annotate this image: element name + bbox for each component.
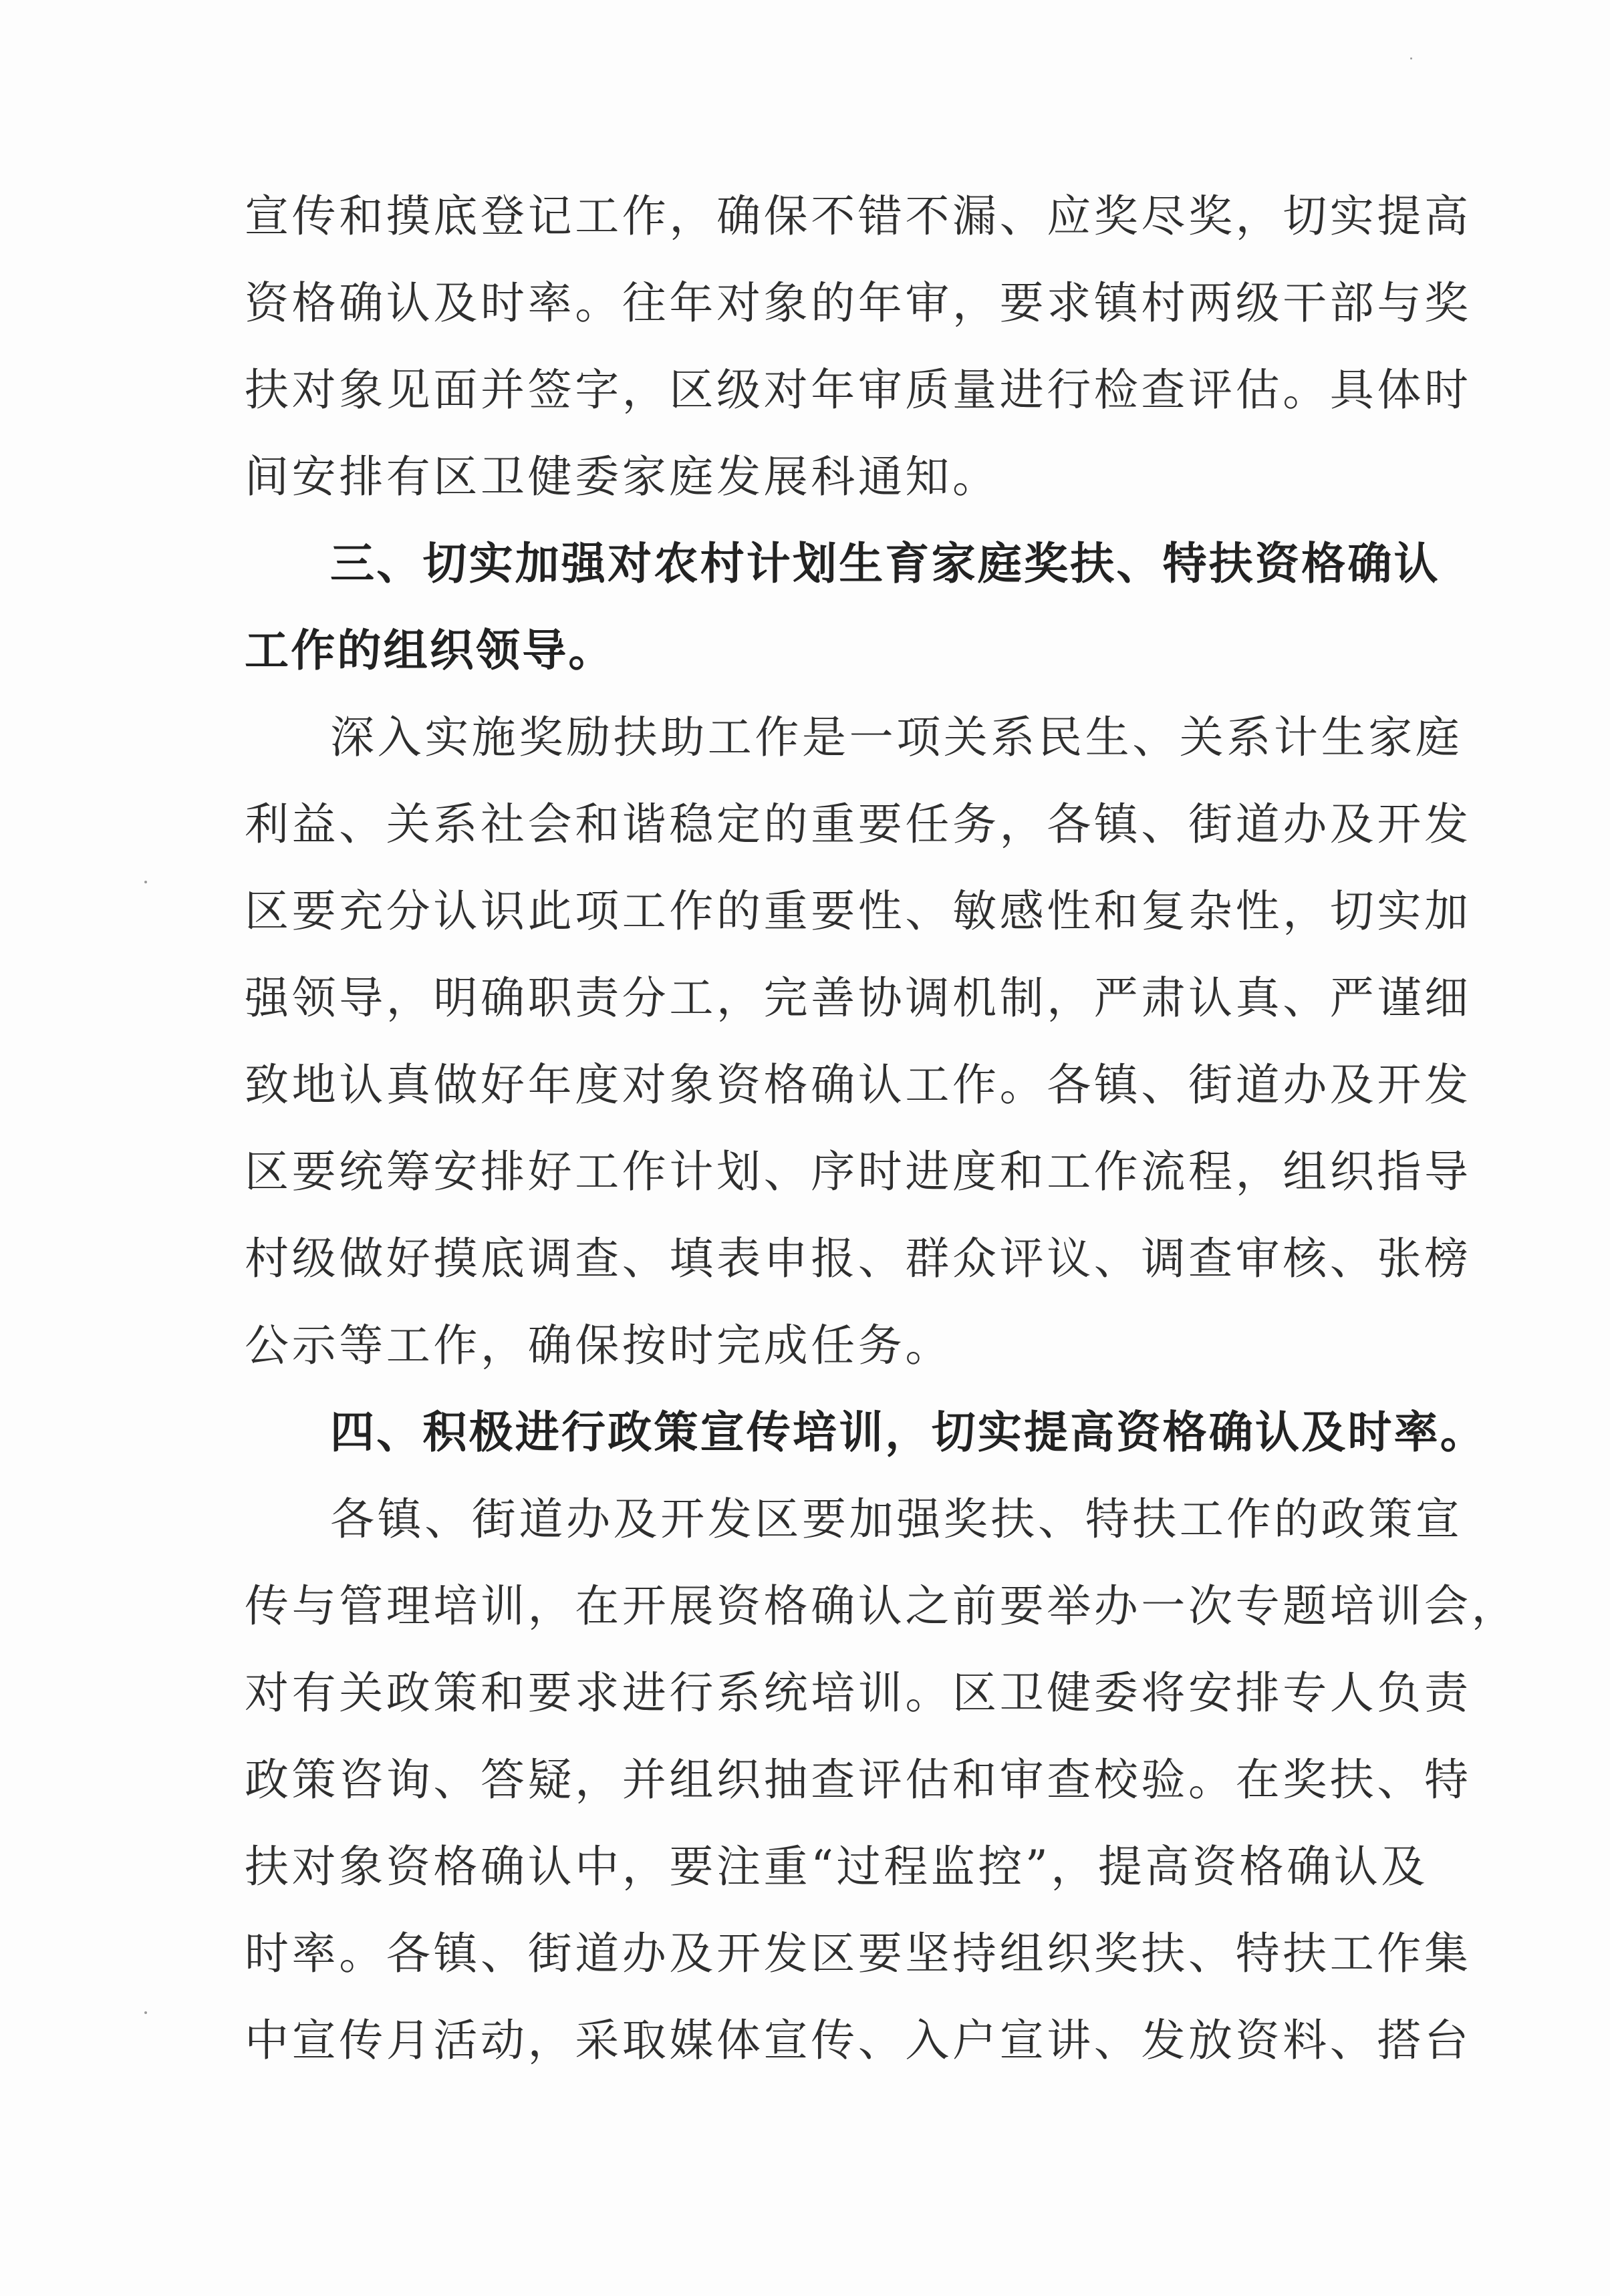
body-line: 公示等工作，确保按时完成任务。 [245,1320,952,1371]
body-line: 区要充分认识此项工作的重要性、敏感性和复杂性，切实加 [245,885,1472,937]
section-heading-3: 三、切实加强对农村计划生育家庭奖扶、特扶资格确认 [330,538,1440,589]
body-line: 对有关政策和要求进行系统培训。区卫健委将安排专人负责 [245,1667,1472,1719]
body-line: 扶对象见面并签字，区级对年审质量进行检查评估。具体时 [245,364,1472,416]
scan-speck [144,881,147,883]
body-line: 村级做好摸底调查、填表申报、群众评议、调查审核、张榜 [245,1233,1472,1284]
body-line: 强领导，明确职责分工，完善协调机制，严肃认真、严谨细 [245,972,1472,1024]
paragraph-start: 深入实施奖励扶助工作是一项关系民生、关系计生家庭 [330,712,1463,763]
body-line: 区要统筹安排好工作计划、序时进度和工作流程，组织指导 [245,1146,1472,1197]
scan-speck [1410,57,1412,59]
body-line: 资格确认及时率。往年对象的年审，要求镇村两级干部与奖 [245,277,1472,329]
body-line: 传与管理培训，在开展资格确认之前要举办一次专题培训会， [245,1580,1519,1632]
body-line: 政策咨询、答疑，并组织抽查评估和审查校验。在奖扶、特 [245,1754,1472,1806]
body-line: 时率。各镇、街道办及开发区要坚持组织奖扶、特扶工作集 [245,1928,1472,1979]
section-heading-4: 四、积极进行政策宣传培训，切实提高资格确认及时率。 [330,1407,1486,1458]
section-heading-3-continued: 工作的组织领导。 [245,625,615,676]
paragraph-start: 各镇、街道办及开发区要加强奖扶、特扶工作的政策宣 [330,1493,1463,1545]
body-line: 中宣传月活动，采取媒体宣传、入户宣讲、发放资料、搭台 [245,2015,1472,2066]
body-line: 利益、关系社会和谐稳定的重要任务，各镇、街道办及开发 [245,799,1472,850]
body-line: 间安排有区卫健委家庭发展科通知。 [245,451,1000,503]
body-line: 扶对象资格确认中，要注重“过程监控”，提高资格确认及 [245,1841,1429,1892]
scan-speck [144,2011,147,2014]
body-line: 致地认真做好年度对象资格确认工作。各镇、街道办及开发 [245,1059,1472,1111]
body-line: 宣传和摸底登记工作，确保不错不漏、应奖尽奖，切实提高 [245,190,1472,242]
